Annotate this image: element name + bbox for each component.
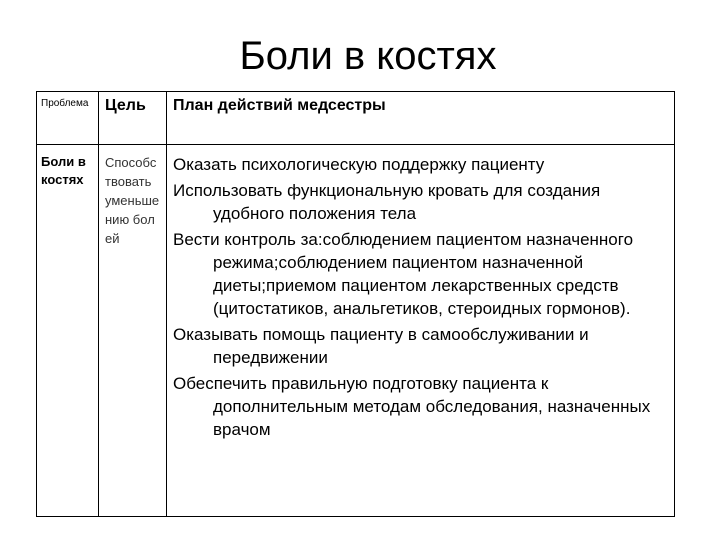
list-item: Использовать функциональную кровать для создания удобного положения тела [173,181,601,223]
table-header-row [37,92,675,145]
list-item: Оказать психологическую поддержку пациенту [173,155,545,174]
problem-cell [37,145,99,517]
header-goal-cell [99,92,167,145]
list-item: Обеспечить правильную подготовку пациента к дополнительным методам обследования, назначенных врачом [173,374,651,439]
goal-cell [99,145,167,517]
plan-cell [167,145,675,517]
list-item: Оказывать помощь пациенту в самообслуживании и передвижении [173,325,589,367]
header-plan: План действий медсестры [173,97,386,114]
table-row [37,145,675,517]
header-problem: Проблема [41,98,89,109]
list-item: Вести контроль за:соблюдением пациентом назначенного режима;соблюдением пациентом назначенной диеты;приемом пациентом лекарственных средств (цитостатиков, анальгетиков, стероидных гормонов). [173,230,634,318]
header-problem-cell [37,92,99,145]
problem-text: Боли в костях [41,154,86,187]
page-title: Боли в костях [239,34,497,78]
goal-text: Способствовать уменьшению болей [105,155,160,246]
action-list [167,145,674,441]
header-plan-cell [167,92,675,145]
nursing-care-table [36,91,675,517]
header-goal: Цель [105,97,146,114]
